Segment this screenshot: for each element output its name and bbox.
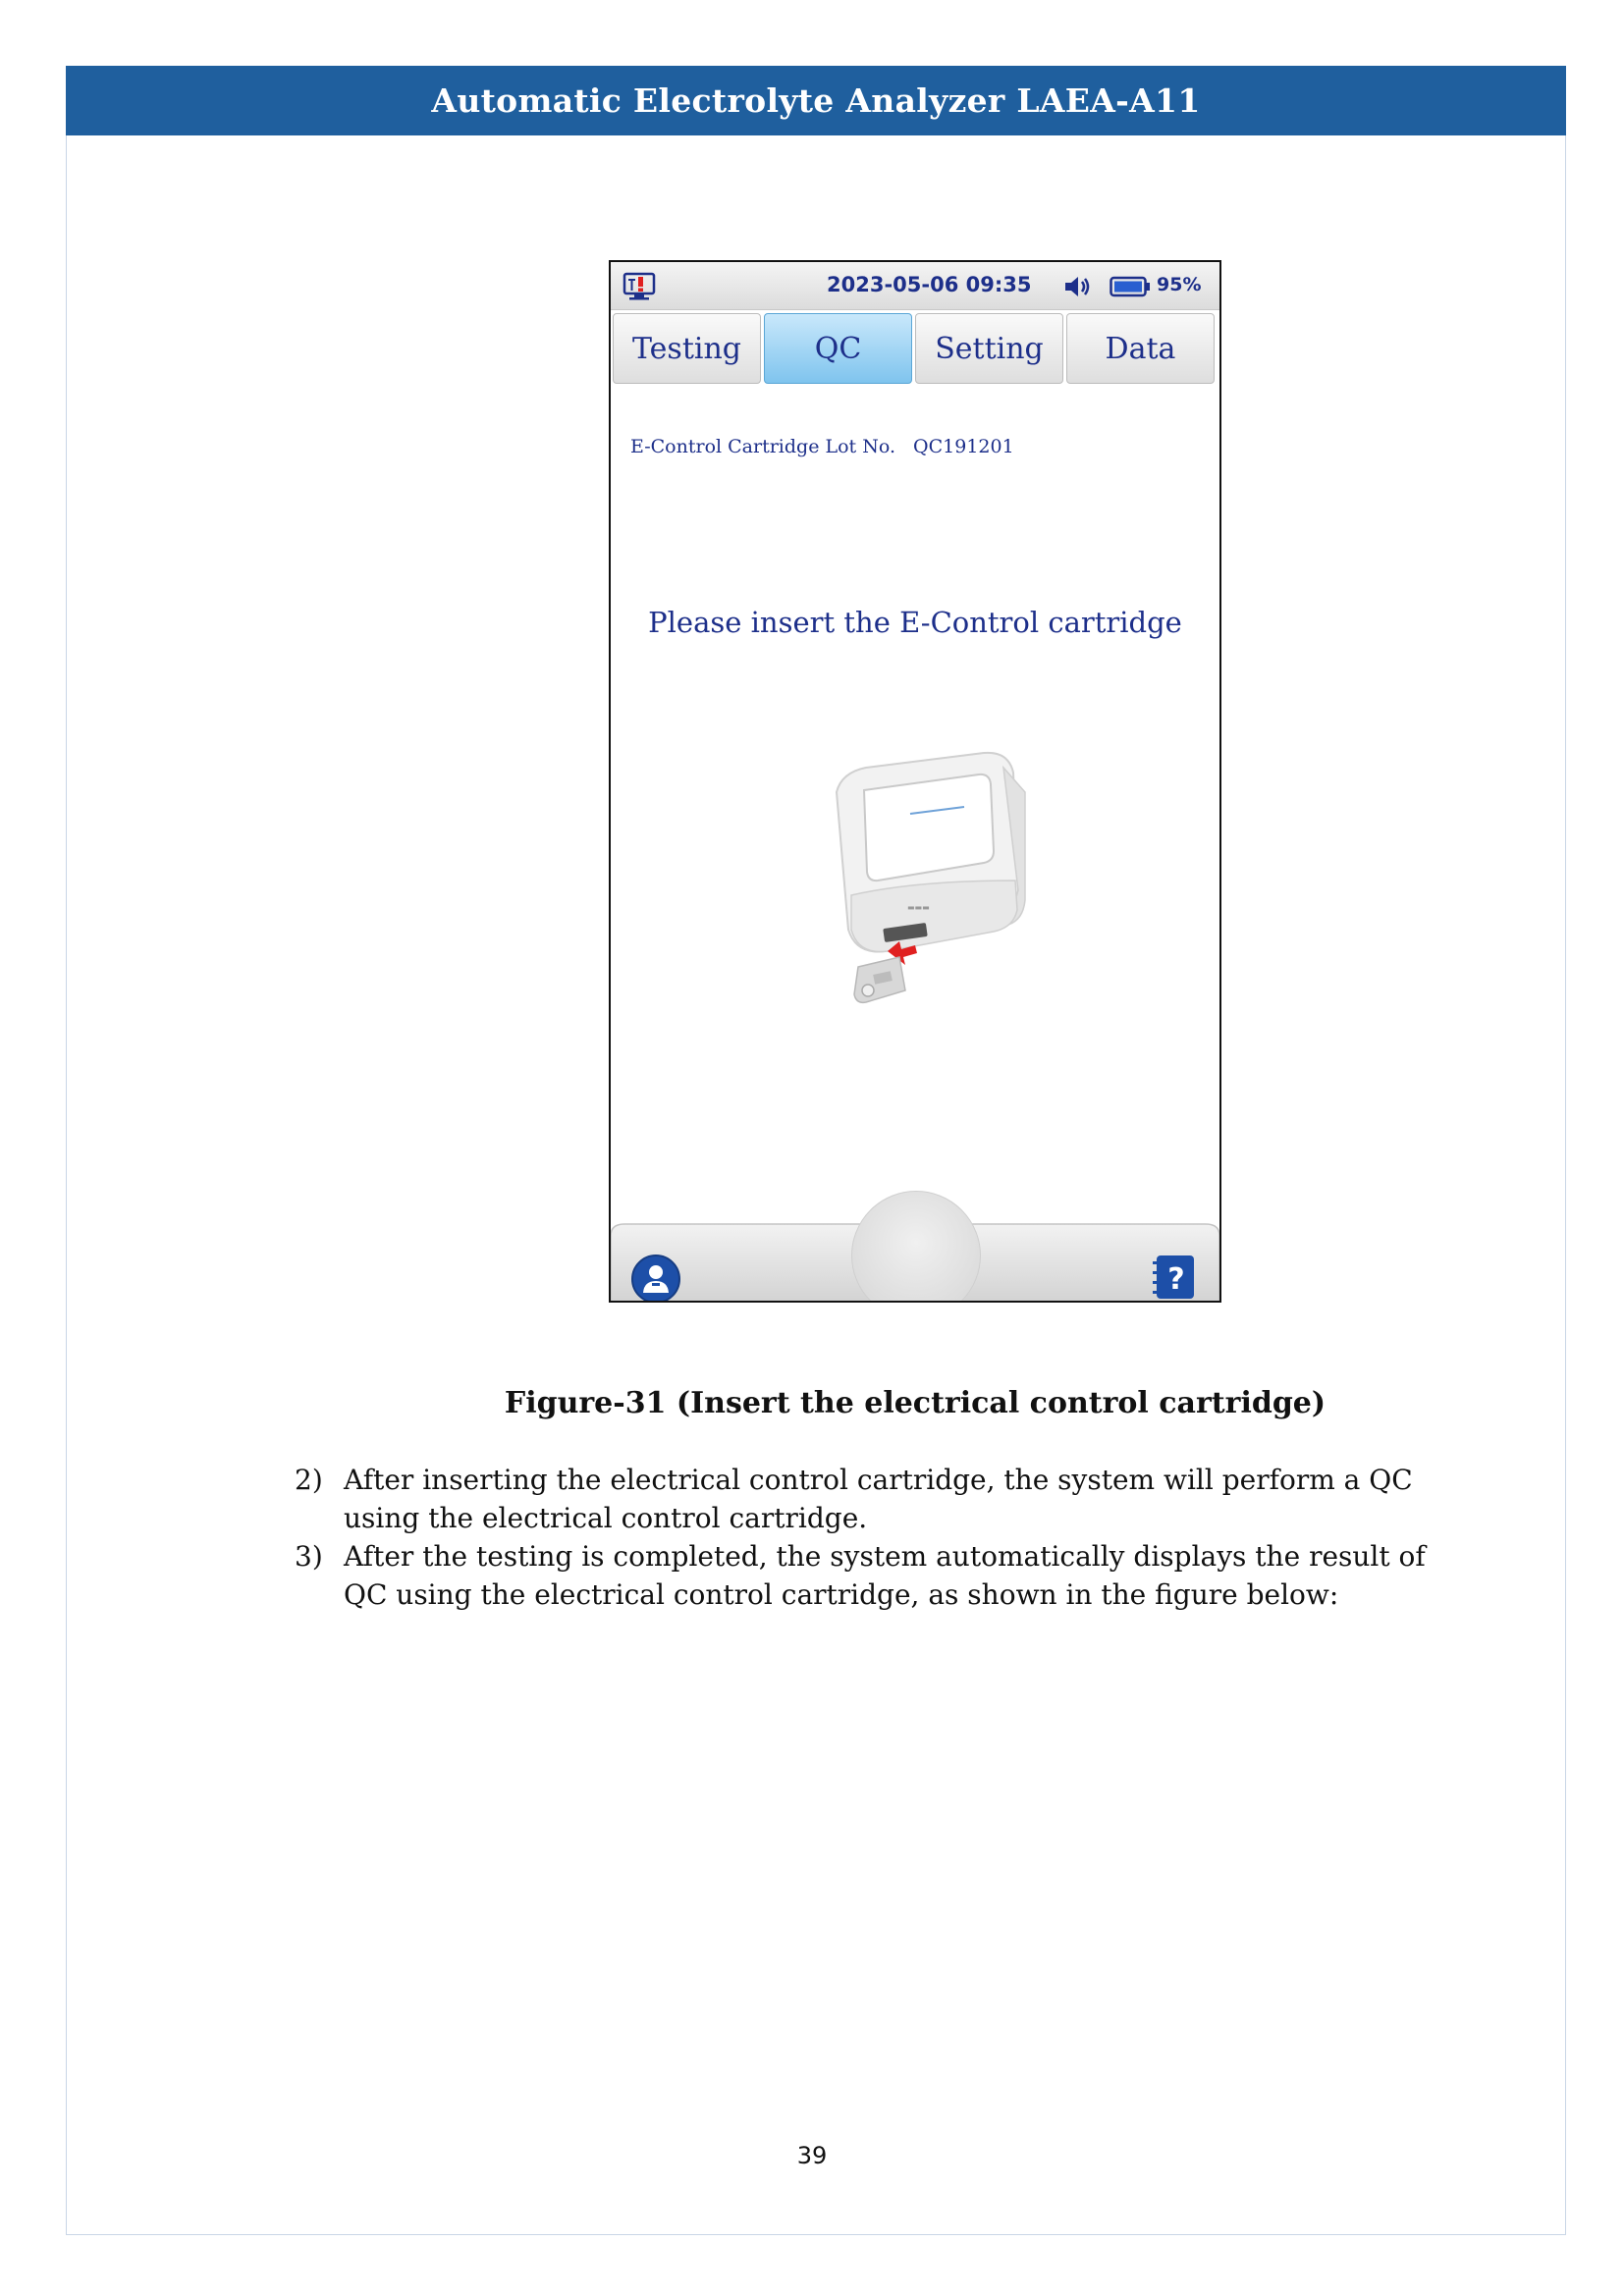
document-title: Automatic Electrolyte Analyzer LAEA-A11 — [431, 81, 1201, 120]
step-number: 3) — [295, 1540, 323, 1573]
step-text: After the testing is completed, the system automatically displays the result of QC using the electrical control cartridge, as shown in the figure below: — [344, 1540, 1426, 1611]
status-datetime: 2023-05-06 09:35 — [827, 273, 1032, 296]
speaker-icon[interactable] — [1062, 274, 1092, 299]
tab-qc[interactable]: QC — [764, 313, 912, 384]
bottom-bar — [611, 1222, 1219, 1303]
monitor-alert-icon[interactable] — [623, 272, 662, 301]
device-screenshot — [609, 260, 1221, 1303]
tab-data[interactable]: Data — [1066, 313, 1215, 384]
help-icon[interactable] — [1151, 1252, 1202, 1303]
tab-setting[interactable]: Setting — [915, 313, 1063, 384]
svg-text:?: ? — [1167, 1262, 1185, 1297]
figure-caption: Figure-31 (Insert the electrical control cartridge) — [504, 1386, 1326, 1420]
analyzer-cartridge-illustration — [797, 733, 1033, 1028]
svg-text:▬▬▬: ▬▬▬ — [907, 903, 930, 912]
insert-cartridge-message: Please insert the E-Control cartridge — [648, 606, 1182, 639]
step-text: After inserting the electrical control cartridge, the system will perform a QC using the electrical control cartridge. — [344, 1464, 1413, 1534]
lot-number-line — [630, 436, 1014, 457]
lot-number-value: QC191201 — [913, 436, 1014, 457]
battery-percent: 95% — [1157, 274, 1202, 295]
tab-bar — [611, 313, 1219, 384]
steps-list — [295, 1461, 1453, 1614]
document-header — [66, 66, 1566, 135]
home-button[interactable] — [851, 1191, 981, 1303]
list-item — [295, 1461, 1453, 1537]
step-number: 2) — [295, 1464, 323, 1496]
page-number: 39 — [796, 2142, 828, 2169]
lot-number-label: E-Control Cartridge Lot No. — [630, 436, 895, 457]
status-bar — [611, 262, 1219, 310]
battery-icon — [1110, 276, 1151, 297]
list-item — [295, 1537, 1453, 1614]
user-icon[interactable] — [630, 1254, 681, 1303]
tab-testing[interactable]: Testing — [613, 313, 761, 384]
